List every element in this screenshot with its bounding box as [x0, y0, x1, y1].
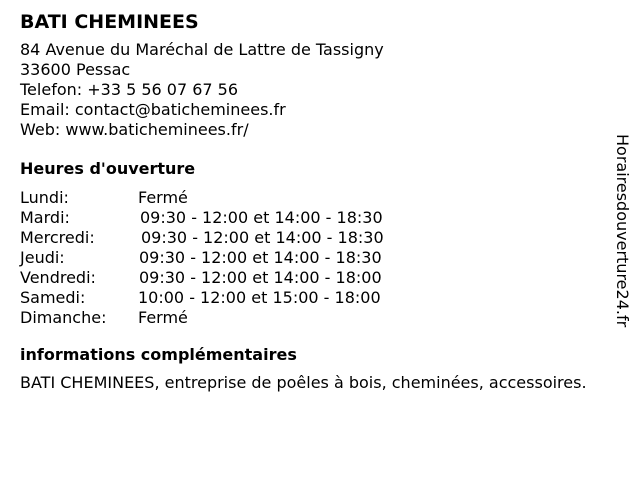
web-line[interactable]: Web: www.baticheminees.fr/ [20, 120, 249, 139]
time-value: 10:00 - 12:00 et 15:00 - 18:00 [138, 288, 381, 307]
day-label: Lundi: [20, 188, 69, 207]
day-label: Mercredi: [20, 228, 95, 247]
phone-line[interactable]: Telefon: +33 5 56 07 67 56 [20, 80, 239, 99]
time-value: Fermé [138, 188, 188, 207]
day-label: Samedi: [20, 288, 86, 307]
day-label: Mardi: [20, 208, 70, 227]
info-description: BATI CHEMINEES, entreprise de poêles à bois, cheminées, accessoires. [20, 373, 587, 392]
day-label: Dimanche: [20, 308, 107, 327]
time-value: 09:30 - 12:00 et 14:00 - 18:30 [139, 248, 382, 267]
time-value: Fermé [138, 308, 188, 327]
hours-row-sunday [20, 308, 620, 328]
time-value: 09:30 - 12:00 et 14:00 - 18:00 [139, 268, 382, 287]
hours-row-saturday [20, 288, 620, 308]
hours-row-friday [20, 268, 620, 288]
time-value: 09:30 - 12:00 et 14:00 - 18:30 [140, 208, 383, 227]
time-value: 09:30 - 12:00 et 14:00 - 18:30 [141, 228, 384, 247]
email-line[interactable]: Email: contact@baticheminees.fr [20, 100, 286, 119]
hours-row-wednesday [20, 228, 620, 248]
hours-row-tuesday [20, 208, 620, 228]
hours-heading: Heures d'ouverture [20, 159, 196, 178]
business-name: BATI CHEMINEES [20, 11, 199, 33]
business-card [20, 8, 620, 393]
day-label: Vendredi: [20, 268, 96, 287]
day-label: Jeudi: [20, 248, 65, 267]
hours-table [20, 188, 620, 328]
hours-row-monday [20, 188, 620, 208]
address-line-2: 33600 Pessac [20, 60, 131, 79]
address-line-1: 84 Avenue du Maréchal de Lattre de Tassigny [20, 40, 384, 59]
hours-row-thursday [20, 248, 620, 268]
side-brand-watermark: Horairesdouverture24.fr [613, 134, 632, 328]
info-heading: informations complémentaires [20, 345, 297, 364]
